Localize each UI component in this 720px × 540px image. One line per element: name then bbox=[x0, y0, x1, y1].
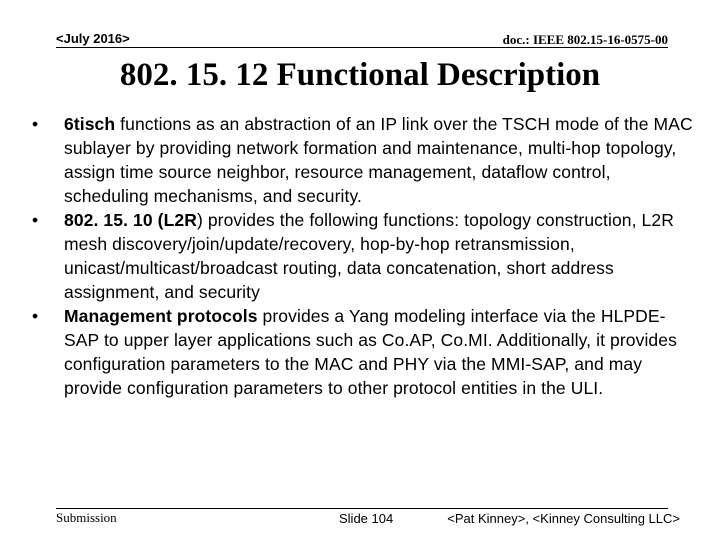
bullet-item-6tisch bbox=[30, 112, 700, 208]
header-date: <July 2016> bbox=[56, 31, 130, 46]
bullet-term: 802. 15. 10 (L2R bbox=[64, 210, 197, 230]
bullet-dot-icon: • bbox=[32, 114, 39, 134]
bullet-list bbox=[30, 112, 700, 400]
header-divider bbox=[56, 47, 668, 48]
bullet-item-l2r bbox=[30, 208, 700, 304]
footer-slide-number: Slide 104 bbox=[339, 511, 394, 526]
slide-title: 802. 15. 12 Functional Description bbox=[119, 57, 601, 93]
footer-submission: Submission bbox=[56, 510, 117, 525]
bullet-dot-icon: • bbox=[32, 306, 39, 326]
bullet-term: 6tisch bbox=[64, 114, 116, 134]
footer-divider bbox=[56, 508, 668, 509]
bullet-dot-icon: • bbox=[32, 210, 39, 230]
bullet-text: ) provides the following functions: topology construction, L2R mesh discovery/join/update/recovery, hop-by-hop retransmission, unicast/multicast/broadcast routing, data concatenation, short address assignment, and security bbox=[64, 210, 674, 302]
header-doc-id: doc.: IEEE 802.15-16-0575-00 bbox=[502, 32, 668, 47]
bullet-text: provides a Yang modeling interface via the HLPDE-SAP to upper layer applications such as Co.AP, Co.MI. Additionally, it provides configuration parameters to the MAC and PHY via the MMI-SAP, and may provide configuration parameters to other protocol entities in the ULI. bbox=[64, 306, 677, 398]
bullet-item-management bbox=[30, 304, 700, 400]
footer-author: <Pat Kinney>, <Kinney Consulting LLC> bbox=[447, 511, 680, 526]
bullet-text: functions as an abstraction of an IP link over the TSCH mode of the MAC sublayer by providing network formation and maintenance, multi-hop topology, assign time source neighbor, resource management, dataflow control, scheduling mechanisms, and security. bbox=[64, 114, 693, 206]
bullet-term: Management protocols bbox=[64, 306, 258, 326]
